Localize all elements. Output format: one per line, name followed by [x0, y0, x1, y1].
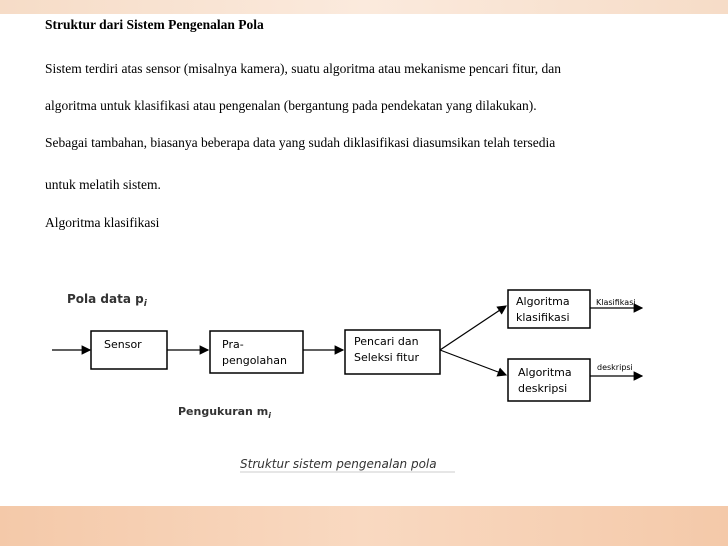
bottom-decor-band: [0, 506, 728, 546]
diagram-caption: Struktur sistem pengenalan pola: [240, 457, 437, 471]
paragraph-line-4: untuk melatih sistem.: [45, 177, 161, 192]
classification-label-1: Algoritma: [516, 295, 570, 308]
output-classification-label: Klasifikasi: [596, 298, 636, 307]
paragraph-line-1: Sistem terdiri atas sensor (misalnya kamera), suatu algoritma atau mekanisme pencari fitur, dan: [45, 61, 562, 76]
description-label-2: deskripsi: [518, 382, 568, 395]
arrow-to-description: [440, 350, 506, 375]
sensor-label: Sensor: [104, 338, 142, 351]
paragraph-line-2: algoritma untuk klasifikasi atau pengenalan (bergantung pada pendekatan yang dilakukan).: [45, 98, 537, 113]
description-label-1: Algoritma: [518, 366, 572, 379]
measurement-label: Pengukuran $m_i$: [178, 405, 271, 420]
output-description-label: deskripsi: [597, 363, 633, 372]
slide-title: Struktur dari Sistem Pengenalan Pola: [45, 17, 264, 32]
input-label: Pola data $p_i$: [67, 292, 147, 309]
feature-label-1: Pencari dan: [354, 335, 419, 348]
preprocessing-label-1: Pra-: [222, 338, 244, 351]
classification-label-2: klasifikasi: [516, 311, 570, 324]
paragraph-line-5: Algoritma klasifikasi: [45, 215, 160, 230]
feature-label-2: Seleksi fitur: [354, 351, 419, 364]
paragraph-line-3: Sebagai tambahan, biasanya beberapa data yang sudah diklasifikasi diasumsikan telah tersedia: [45, 135, 556, 150]
arrow-to-classification: [440, 306, 506, 350]
preprocessing-label-2: pengolahan: [222, 354, 287, 367]
